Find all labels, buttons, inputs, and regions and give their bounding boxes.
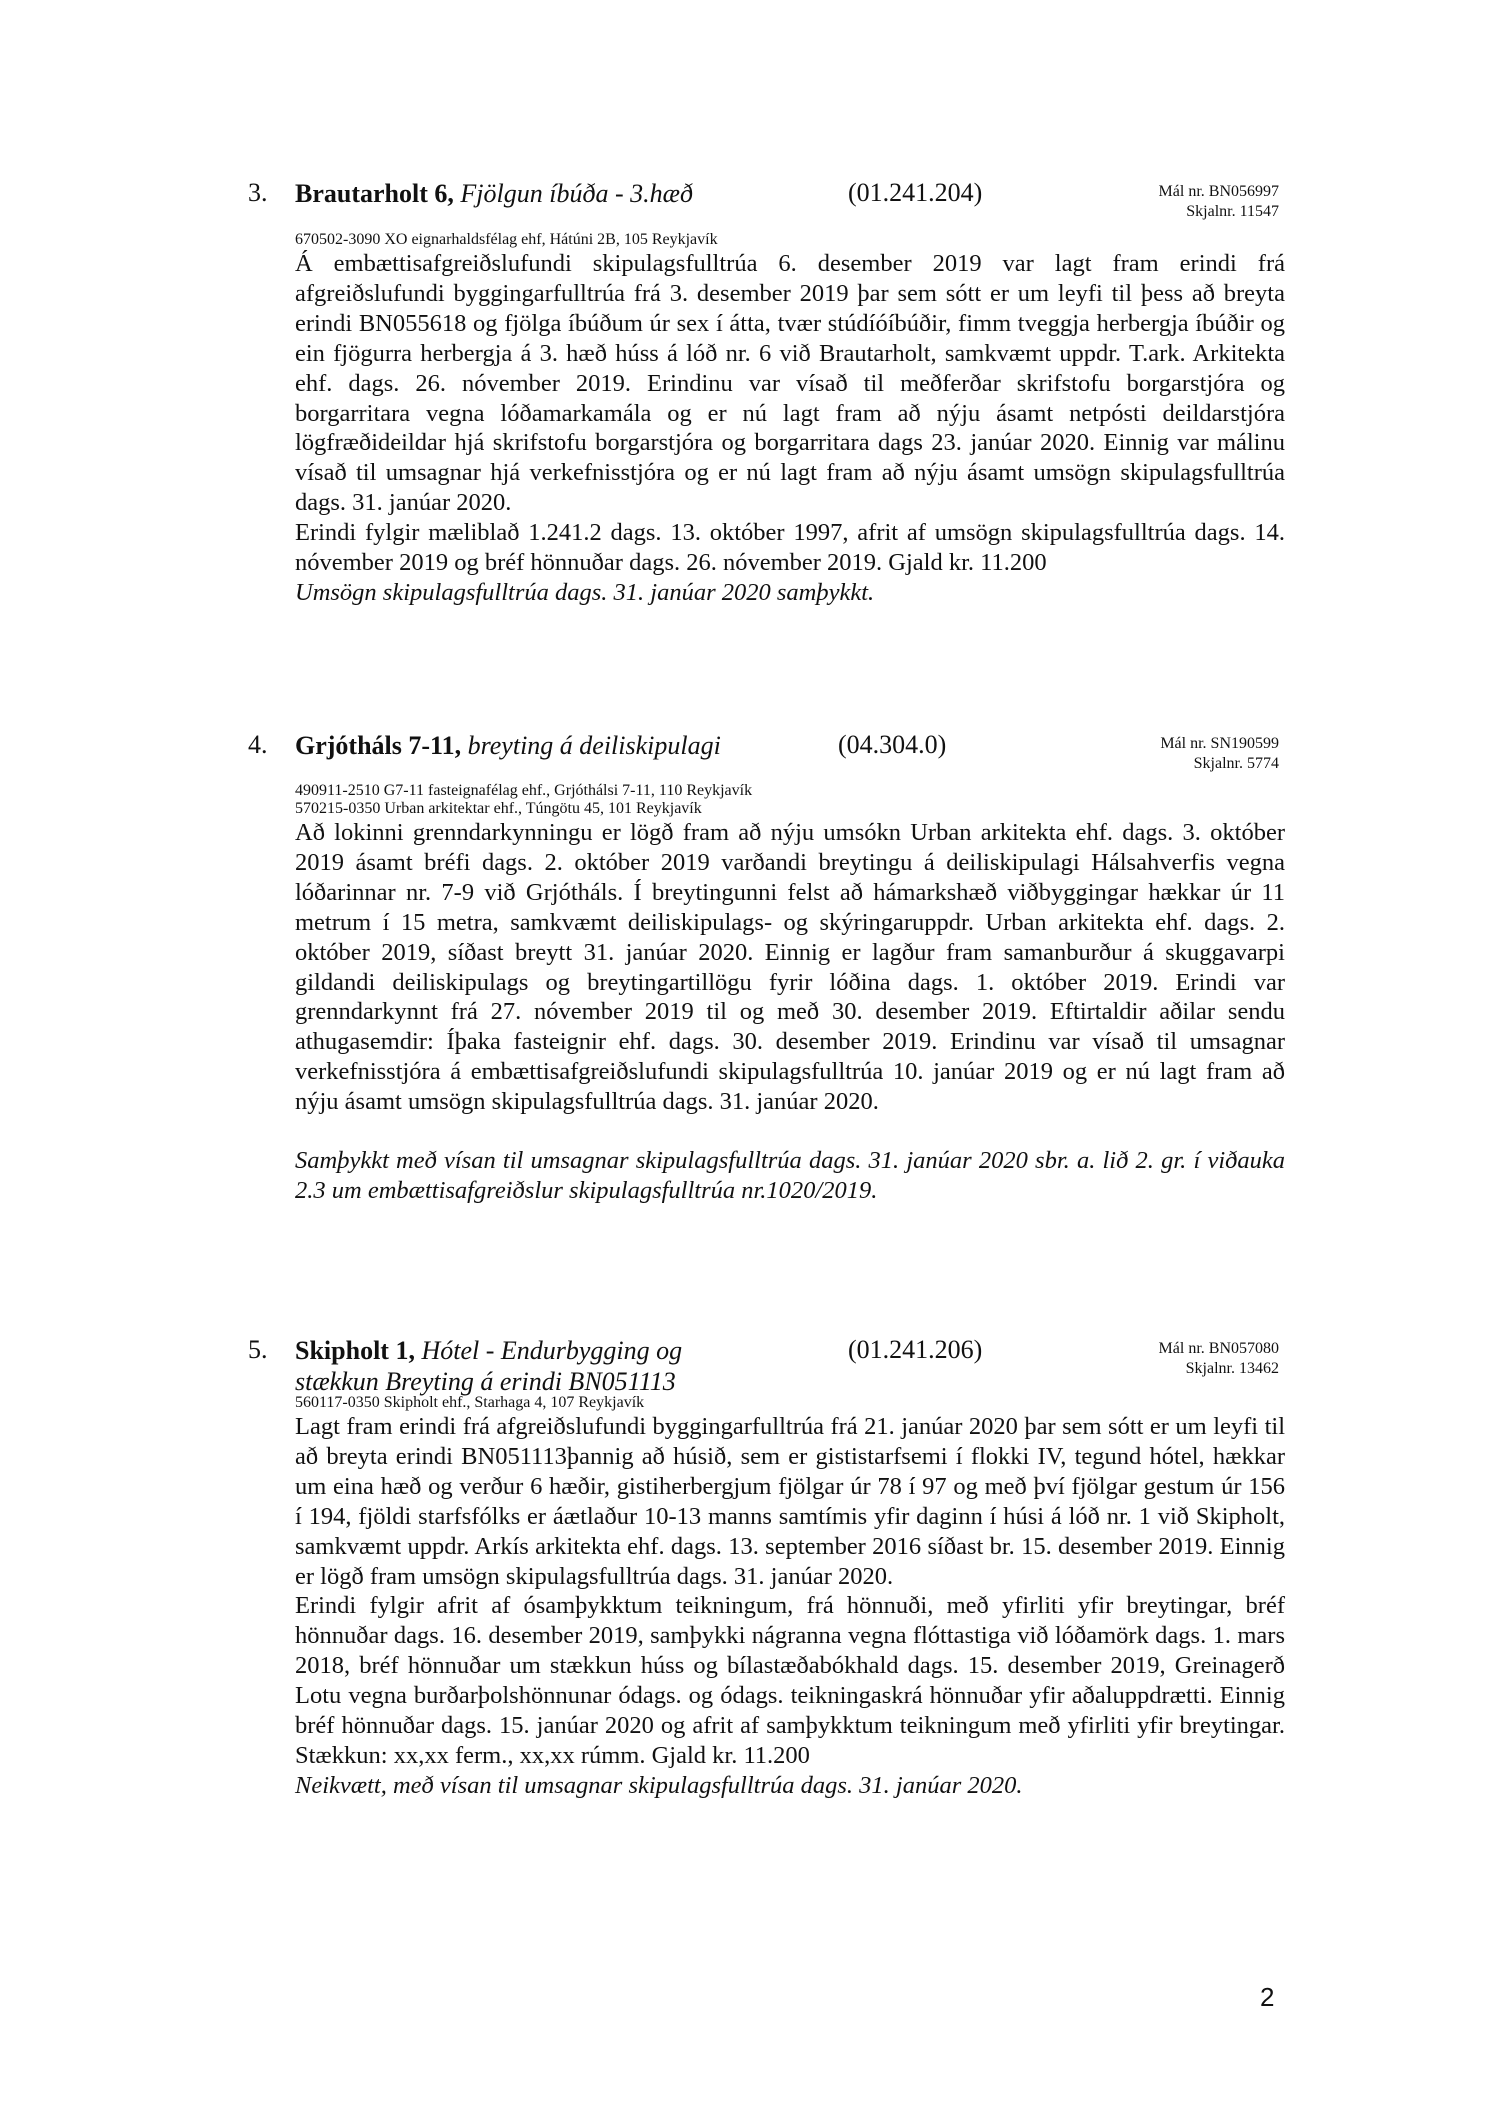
item-subtitle: Fjölgun íbúða - 3.hæð bbox=[460, 179, 693, 208]
body-paragraph: Lagt fram erindi frá afgreiðslufundi byggingarfulltrúa frá 21. janúar 2020 þar sem sótt er um leyfi til að breyta erindi BN051113þannig að húsið, sem er gististarfsemi í flokki IV, tegund hótel, hækkar um eina hæð og verður 6 hæðir, gistiherbergjum fjölgar úr 78 í 97 og með því fjölgar gestum úr 156 í 194, fjöldi starfsfólks er áætlaður 10-13 manns samtímis yfir daginn í húsi á lóð nr. 1 við Skipholt, samkvæmt uppdr. Arkís arkitekta ehf. dags. 13. september 2016 síðast br. 15. desember 2019. Einnig er lögð fram umsögn skipulagsfulltrúa dags. 31. janúar 2020. bbox=[295, 1413, 1285, 1590]
land-code: (04.304.0) bbox=[838, 730, 947, 759]
case-reference bbox=[1160, 734, 1279, 774]
agenda-item-3 bbox=[248, 178, 1288, 608]
item-title: Brautarholt 6, bbox=[295, 179, 454, 208]
body-paragraph: Erindi fylgir afrit af ósamþykktum teikningum, frá hönnuði, með yfirliti yfir breytingar, bréf hönnuðar dags. 16. desember 2019, samþykki nágranna vegna flóttastiga við lóðamörk dags. 1. mars 2018, bréf hönnuðar um stækkun húss og bílastæðabókhald dags. 15. desember 2019, Greinagerð Lotu vegna burðarþolshönnunar ódags. og ódags. teikningaskrá hönnuðar yfir aðaluppdrætti. Einnig bréf hönnuðar dags. 15. janúar 2020 og afrit af samþykktum teikningum með yfirliti yfir breytingar. Stækkun: xx,xx ferm., xx,xx rúmm. Gjald kr. 11.200 bbox=[295, 1592, 1285, 1769]
owner-line: 560117-0350 Skipholt ehf., Starhaga 4, 107 Reykjavík bbox=[295, 1394, 645, 1411]
skjal-nr: Skjalnr. 11547 bbox=[1186, 203, 1279, 220]
agenda-item-5 bbox=[248, 1335, 1288, 1801]
body-paragraph: Að lokinni grenndarkynningu er lögð fram að nýju umsókn Urban arkitekta ehf. dags. 3. október 2019 ásamt bréfi dags. 2. október 2019 varðandi breytingu á deiliskipulagi Hálsahverfis vegna lóðarinnar nr. 7-9 við Grjótháls. Í breytingunni felst að hámarkshæð viðbyggingar hækkar úr 11 metrum í 15 metra, samkvæmt deiliskipulags- og skýringaruppdr. Urban arkitekta ehf. dags. 2. október 2019, síðast breytt 31. janúar 2020. Einnig er lagður fram samanburður á skuggavarpi gildandi deiliskipulags og breytingartillögu fyrir lóðina dags. 1. október 2019. Erindi var grenndarkynnt frá 27. nóvember 2019 til og með 30. desember 2019. Eftirtaldir aðilar sendu athugasemdir: Íþaka fasteignir ehf. dags. 30. desember 2019. Erindinu var vísað til umsagnar verkefnisstjóra á embættisafgreiðslufundi skipulagsfulltrúa 10. janúar 2019 og er nú lagt fram að nýju ásamt umsögn skipulagsfulltrúa dags. 31. janúar 2020. bbox=[295, 819, 1285, 1116]
skjal-nr: Skjalnr. 13462 bbox=[1185, 1360, 1279, 1377]
item-subtitle: breyting á deiliskipulagi bbox=[467, 731, 721, 760]
item-title: Grjótháls 7-11, bbox=[295, 731, 462, 760]
mal-nr: Mál nr. BN057080 bbox=[1158, 1340, 1279, 1357]
item-body bbox=[295, 818, 1285, 1206]
owner-line: 490911-2510 G7-11 fasteignafélag ehf., Grjóthálsi 7-11, 110 Reykjavík bbox=[295, 782, 753, 799]
mal-nr: Mál nr. SN190599 bbox=[1160, 735, 1279, 752]
body-paragraph: Erindi fylgir mæliblað 1.241.2 dags. 13. október 1997, afrit af umsögn skipulagsfulltrúa dags. 14. nóvember 2019 og bréf hönnuðar dags. 26. nóvember 2019. Gjald kr. 11.200 bbox=[295, 519, 1285, 577]
skjal-nr: Skjalnr. 5774 bbox=[1193, 755, 1279, 772]
item-number: 4. bbox=[248, 730, 268, 759]
item-subtitle: Hótel - Endurbygging og stækkun Breyting á erindi BN051113 bbox=[295, 1336, 683, 1396]
case-reference bbox=[1159, 1339, 1279, 1379]
owner-line: 570215-0350 Urban arkitektar ehf., Túngötu 45, 101 Reykjavík bbox=[295, 800, 702, 817]
item-number: 3. bbox=[248, 178, 268, 207]
item-conclusion: Neikvætt, með vísan til umsagnar skipulagsfulltrúa dags. 31. janúar 2020. bbox=[295, 1771, 1023, 1799]
page-number: 2 bbox=[1260, 1982, 1275, 2012]
agenda-item-4 bbox=[248, 730, 1288, 1206]
item-heading bbox=[295, 730, 721, 761]
mal-nr: Mál nr. BN056997 bbox=[1158, 183, 1279, 200]
owner-line: 670502-3090 XO eignarhaldsfélag ehf, Hátúni 2B, 105 Reykjavík bbox=[295, 231, 718, 248]
item-body bbox=[295, 1412, 1285, 1801]
item-number: 5. bbox=[248, 1335, 268, 1364]
land-code: (01.241.206) bbox=[848, 1335, 983, 1364]
item-body bbox=[295, 249, 1285, 608]
item-conclusion: Umsögn skipulagsfulltrúa dags. 31. janúar 2020 samþykkt. bbox=[295, 578, 875, 606]
item-heading bbox=[295, 1335, 695, 1397]
item-conclusion: Samþykkt með vísan til umsagnar skipulagsfulltrúa dags. 31. janúar 2020 sbr. a. lið 2. gr. í viðauka 2.3 um embættisafgreiðslur skipulagsfulltrúa nr.1020/2019. bbox=[295, 1147, 1285, 1204]
item-title: Skipholt 1, bbox=[295, 1336, 415, 1365]
item-heading bbox=[295, 178, 693, 209]
body-paragraph: Á embættisafgreiðslufundi skipulagsfulltrúa 6. desember 2019 var lagt fram erindi frá afgreiðslufundi byggingarfulltrúa frá 3. desember 2019 þar sem sótt er um leyfi til þess að breyta erindi BN055618 og fjölga íbúðum úr sex í átta, tvær stúdíóíbúðir, fimm tveggja herbergja íbúðir og ein fjögurra herbergja á 3. hæð húss á lóð nr. 6 við Brautarholt, samkvæmt uppdr. T.ark. Arkitekta ehf. dags. 26. nóvember 2019. Erindinu var vísað til meðferðar skrifstofu borgarstjóra og borgarritara vegna lóðamarkamála og er nú lagt fram að nýju ásamt netpósti deildarstjóra lögfræðideildar hjá skrifstofu borgarstjóra og borgarritara dags 23. janúar 2020. Einnig var málinu vísað til umsagnar hjá verkefnisstjóra og er nú lagt fram að nýju ásamt umsögn skipulagsfulltrúa dags. 31. janúar 2020. bbox=[295, 250, 1285, 517]
case-reference bbox=[1159, 182, 1279, 222]
land-code: (01.241.204) bbox=[848, 178, 983, 207]
